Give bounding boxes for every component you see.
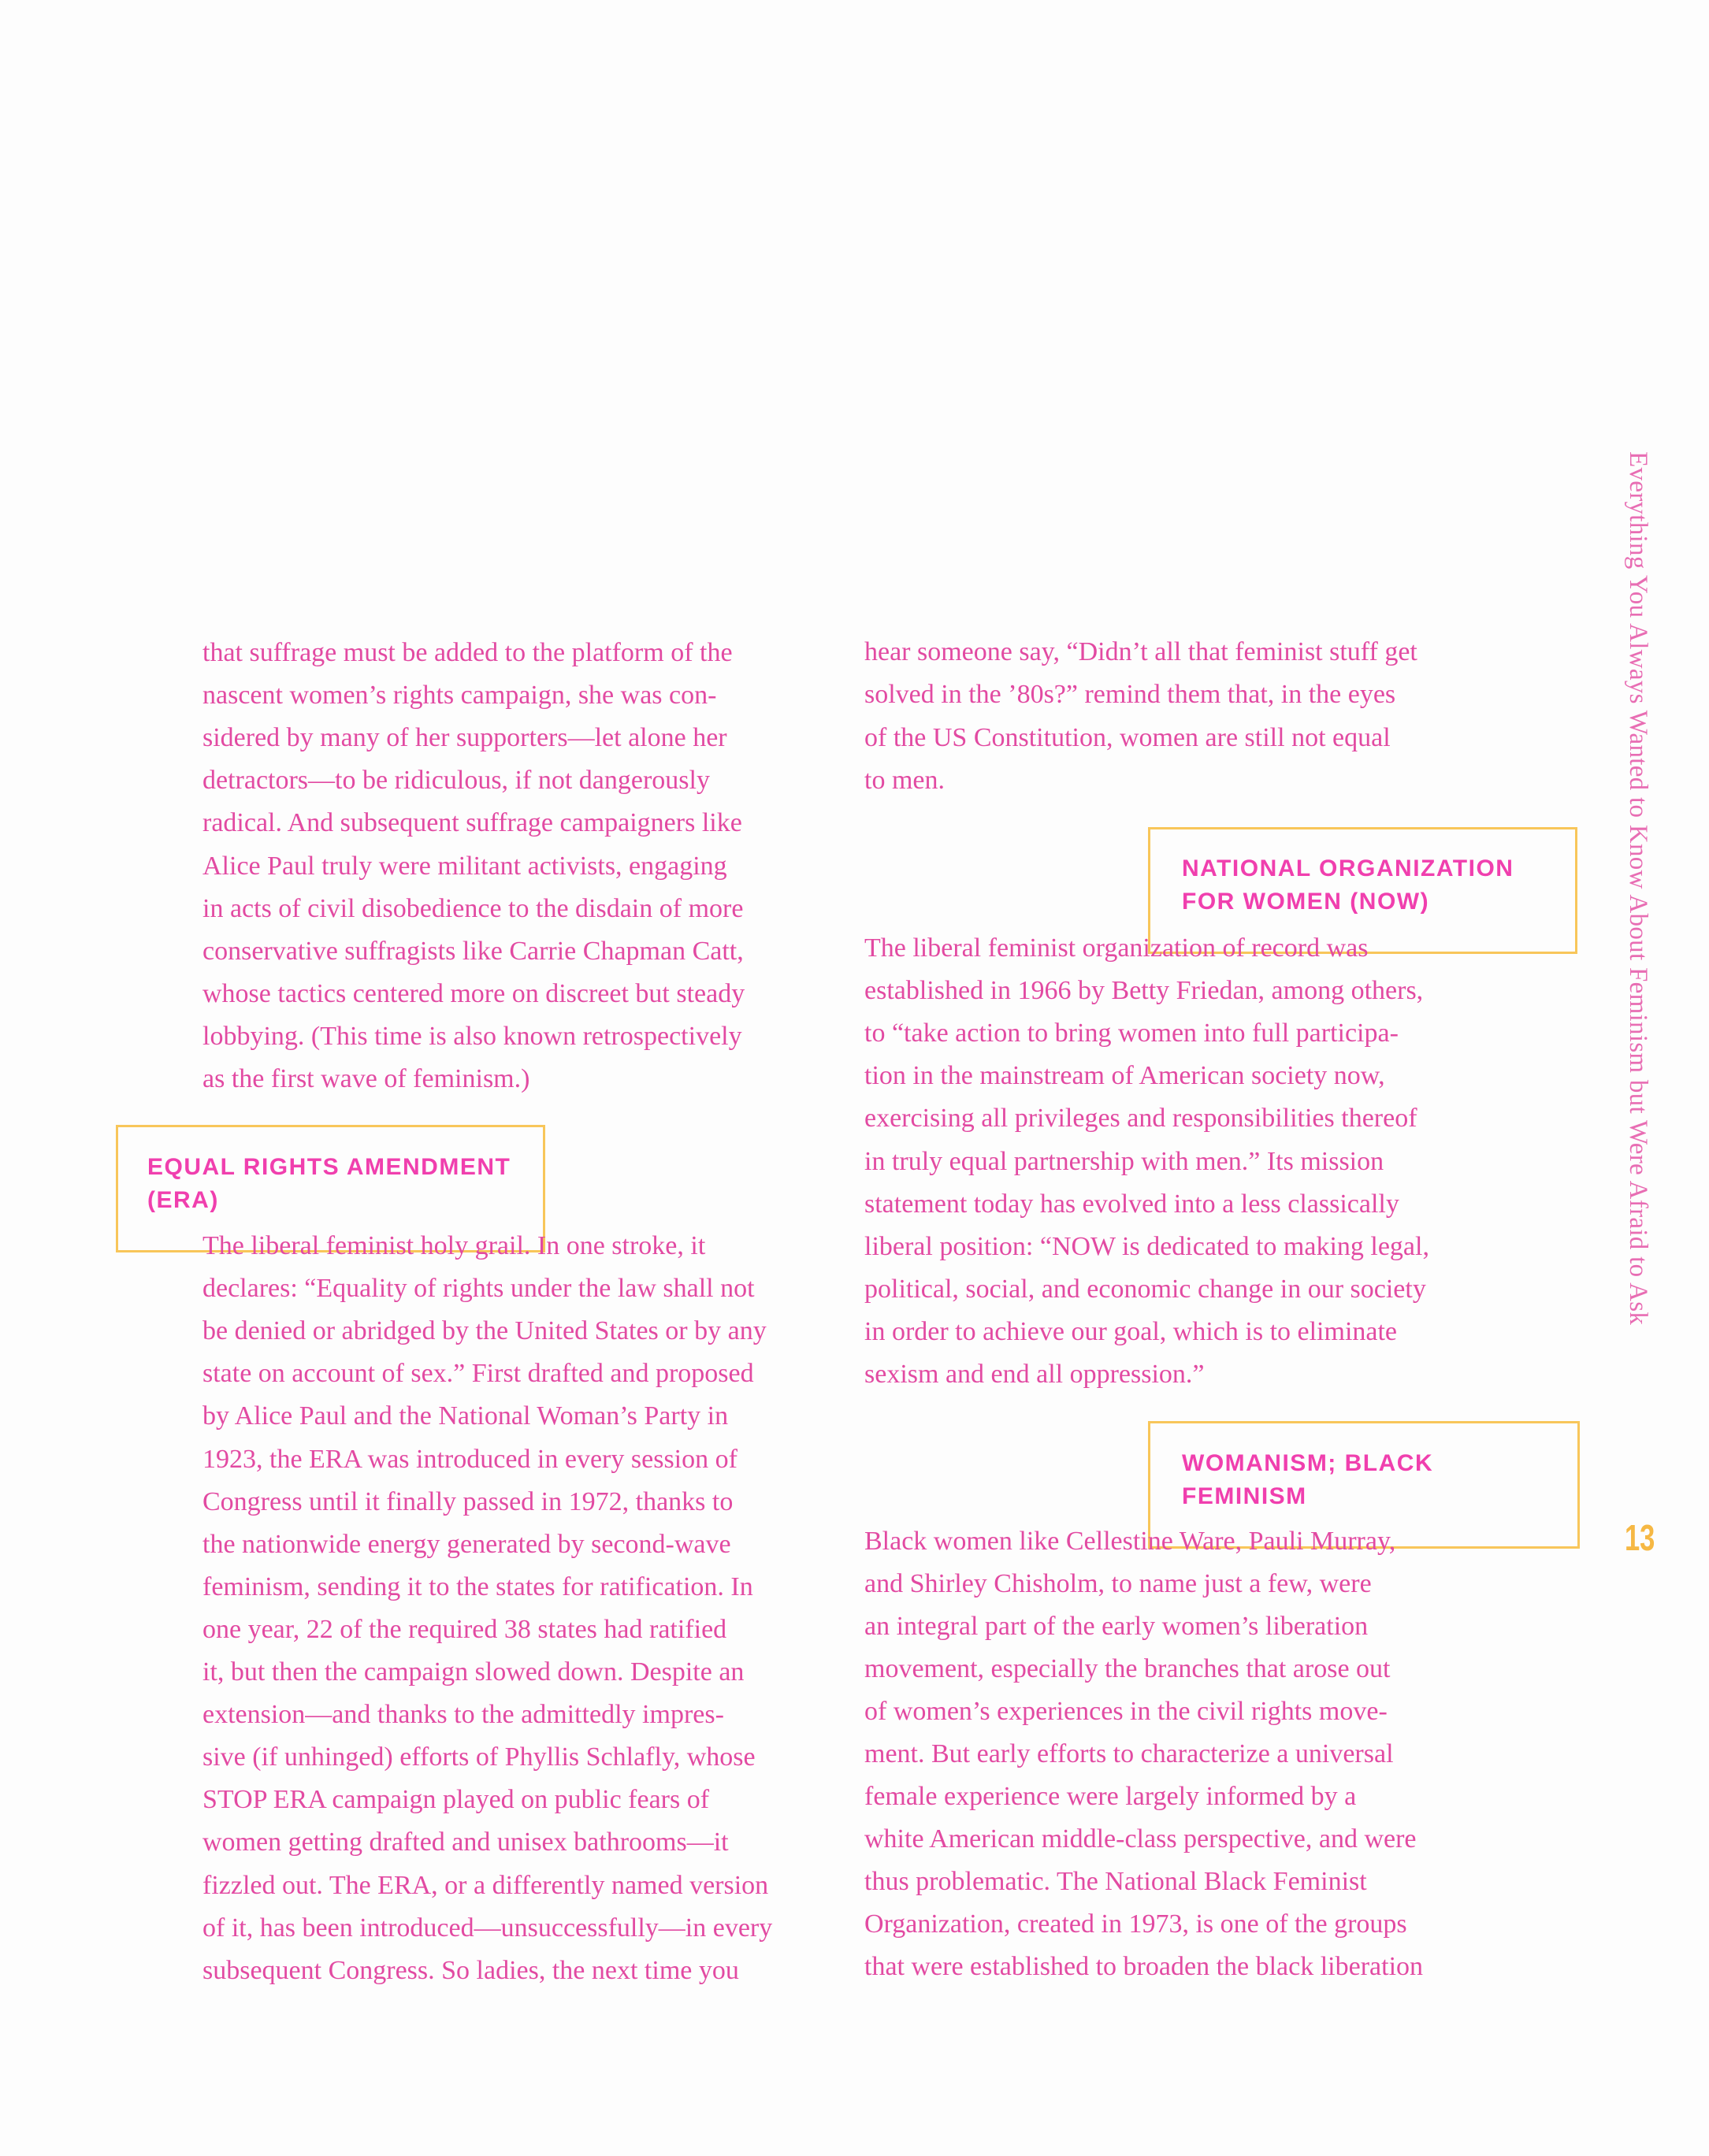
- text-line: lobbying. (This time is also known retrospectively: [202, 1021, 742, 1051]
- text-line: political, social, and economic change in our society: [864, 1274, 1426, 1304]
- text-line: radical. And subsequent suffrage campaigners like: [202, 808, 742, 838]
- text-line: the nationwide energy generated by second-wave: [202, 1529, 731, 1559]
- text-line: to men.: [864, 765, 945, 795]
- text-line: sive (if unhinged) efforts of Phyllis Schlafly, whose: [202, 1742, 756, 1772]
- text-line: detractors—to be ridiculous, if not dangerously: [202, 766, 710, 796]
- text-line: declares: “Equality of rights under the law shall not: [202, 1274, 755, 1304]
- text-line: be denied or abridged by the United States or by any: [202, 1316, 767, 1346]
- text-line: movement, especially the branches that arose out: [864, 1654, 1391, 1683]
- text-line: to “take action to bring women into full participa-: [864, 1019, 1399, 1048]
- text-line: extension—and thanks to the admittedly impres-: [202, 1700, 724, 1730]
- text-line: Black women like Cellestine Ware, Pauli Murray,: [864, 1527, 1396, 1556]
- text-line: The liberal feminist organization of record was: [864, 933, 1369, 963]
- text-line: state on account of sex.” First drafted and proposed: [202, 1359, 754, 1389]
- text-line: The liberal feminist holy grail. In one stroke, it: [202, 1231, 706, 1260]
- text-line: STOP ERA campaign played on public fears of: [202, 1785, 710, 1815]
- text-line: female experience were largely informed by a: [864, 1782, 1357, 1811]
- text-line: liberal position: “NOW is dedicated to making legal,: [864, 1231, 1429, 1261]
- text-line: and Shirley Chisholm, to name just a few, were: [864, 1569, 1372, 1598]
- womanism-heading: [1182, 1447, 1433, 1513]
- text-line: of it, has been introduced—unsuccessfully—in every: [202, 1913, 773, 1943]
- text-line: Congress until it finally passed in 1972, thanks to: [202, 1486, 734, 1516]
- text-line: sexism and end all oppression.”: [864, 1360, 1205, 1389]
- text-line: exercising all privileges and responsibilities thereof: [864, 1104, 1417, 1134]
- text-line: of the US Constitution, women are still not equal: [864, 722, 1391, 752]
- era-heading-line-1: EQUAL RIGHTS AMENDMENT: [147, 1154, 511, 1180]
- text-line: whose tactics centered more on discreet but steady: [202, 978, 745, 1008]
- text-line: it, but then the campaign slowed down. Despite an: [202, 1657, 745, 1687]
- text-line: hear someone say, “Didn’t all that feminist stuff get: [864, 637, 1417, 666]
- text-line: as the first wave of feminism.): [202, 1064, 530, 1093]
- text-line: Organization, created in 1973, is one of the groups: [864, 1909, 1407, 1939]
- text-line: conservative suffragists like Carrie Chapman Catt,: [202, 936, 744, 966]
- now-heading-line-2: FOR WOMEN (NOW): [1182, 889, 1430, 915]
- text-line: one year, 22 of the required 38 states had ratified: [202, 1614, 727, 1644]
- era-heading: [147, 1151, 511, 1217]
- text-line: in truly equal partnership with men.” Its mission: [864, 1146, 1384, 1176]
- text-line: in acts of civil disobedience to the disdain of more: [202, 893, 744, 923]
- text-line: ment. But early efforts to characterize a universal: [864, 1739, 1394, 1768]
- now-heading-line-1: NATIONAL ORGANIZATION: [1182, 855, 1514, 881]
- text-line: solved in the ’80s?” remind them that, in the eyes: [864, 680, 1396, 710]
- text-line: fizzled out. The ERA, or a differently named version: [202, 1870, 769, 1900]
- text-line: that were established to broaden the black liberation: [864, 1952, 1424, 1981]
- now-heading: [1182, 852, 1514, 918]
- text-line: tion in the mainstream of American society now,: [864, 1061, 1385, 1091]
- text-line: subsequent Congress. So ladies, the next time you: [202, 1955, 739, 1985]
- text-line: women getting drafted and unisex bathrooms—it: [202, 1828, 729, 1857]
- running-head: Everything You Always Wanted to Know About Feminism but Were Afraid to Ask: [1624, 451, 1652, 1326]
- text-line: statement today has evolved into a less classically: [864, 1189, 1399, 1219]
- text-line: an integral part of the early women’s liberation: [864, 1612, 1369, 1641]
- text-line: thus problematic. The National Black Feminist: [864, 1867, 1367, 1896]
- text-line: white American middle-class perspective, and were: [864, 1824, 1417, 1854]
- text-line: feminism, sending it to the states for ratification. In: [202, 1572, 753, 1601]
- text-line: by Alice Paul and the National Woman’s Party in: [202, 1401, 729, 1431]
- womanism-heading-line-1: WOMANISM; BLACK: [1182, 1450, 1434, 1476]
- text-line: established in 1966 by Betty Friedan, among others,: [864, 976, 1424, 1006]
- text-line: that suffrage must be added to the platform of the: [202, 638, 733, 667]
- text-line: Alice Paul truly were militant activists, engaging: [202, 851, 727, 881]
- text-line: of women’s experiences in the civil rights move-: [864, 1697, 1388, 1726]
- page-number: 13: [1625, 1517, 1655, 1558]
- text-line: in order to achieve our goal, which is to eliminate: [864, 1316, 1398, 1346]
- text-line: 1923, the ERA was introduced in every session of: [202, 1444, 737, 1474]
- era-heading-line-2: (ERA): [147, 1187, 219, 1213]
- text-line: nascent women’s rights campaign, she was con-: [202, 681, 717, 711]
- womanism-heading-line-2: FEMINISM: [1182, 1483, 1307, 1509]
- text-line: sidered by many of her supporters—let alone her: [202, 723, 727, 753]
